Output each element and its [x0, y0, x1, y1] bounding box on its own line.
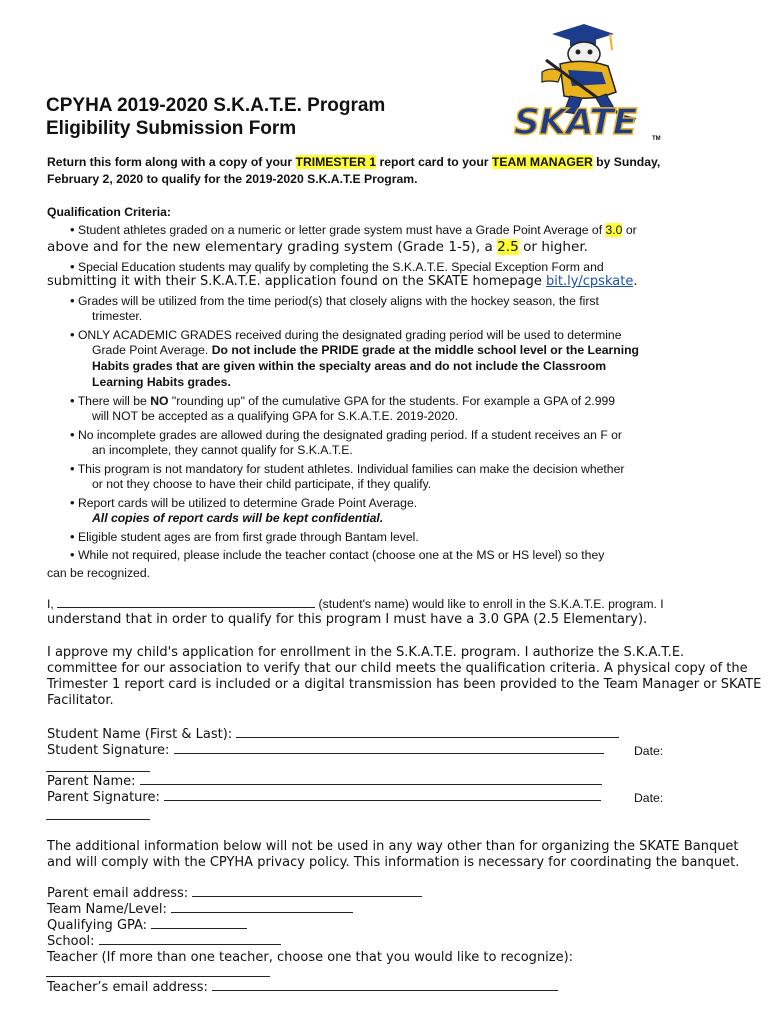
criterion-not-mandatory: • This program is not mandatory for student athletes. Individual families can make the decision whether [70, 461, 625, 476]
criterion-text: This program is not mandatory for student athletes. Individual families can make the decision whether [77, 462, 625, 476]
date-label-2: Date: [634, 791, 664, 805]
highlight-trimester: TRIMESTER 1 [295, 155, 377, 169]
enroll-line2: understand that in order to qualify for this program I must have a 3.0 GPA (2.5 Elementary). [47, 612, 648, 627]
team-label: Team Name/Level: [47, 902, 167, 917]
criterion-academic-line4: Learning Habits grades. [92, 375, 231, 389]
criterion-text: above and for the new elementary grading system (Grade 1-5), a [47, 239, 498, 255]
parent-email-field[interactable] [192, 895, 422, 897]
intro-line2: February 2, 2020 to qualify for the 2019-2020 S.K.A.T.E Program. [47, 172, 418, 186]
criterion-gpa: • Student athletes graded on a numeric or letter grade system must have a Grade Point Average of 3.0 or [70, 222, 637, 237]
teacher-row: Teacher (If more than one teacher, choose one that you would like to recognize): [47, 950, 574, 965]
criterion-academic-line2 [92, 343, 639, 357]
criterion-incomplete: • No incomplete grades are allowed during the designated grading period. If a student receives an F or [70, 427, 622, 442]
student-name-blank[interactable] [57, 606, 315, 608]
criterion-bold-text: NO [150, 394, 169, 408]
intro-line1 [47, 155, 660, 169]
teacher-email-field[interactable] [212, 989, 558, 991]
criterion-rounding-line2: will NOT be accepted as a qualifying GPA for S.K.A.T.E. 2019-2020. [92, 409, 459, 423]
logo-wordmark: SKATE [514, 102, 637, 143]
criterion-report-cards: • Report cards will be utilized to determine Grade Point Average. [70, 495, 418, 510]
date-label-1: Date: [634, 744, 664, 758]
criterion-text: or [622, 223, 637, 237]
parent-name-label: Parent Name: [47, 774, 136, 789]
approve-line3: Trimester 1 report card is included or a digital transmission has been provided to the Team Manager or SKATE [47, 677, 762, 692]
gpa-label: Qualifying GPA: [47, 918, 148, 933]
student-signature-field[interactable] [174, 752, 604, 754]
gpa-field[interactable] [151, 927, 247, 929]
highlight-gpa-3: 3.0 [605, 223, 623, 237]
criterion-text: Student athletes graded on a numeric or letter grade system must have a Grade Point Average of [77, 223, 606, 237]
parent-email-label: Parent email address: [47, 886, 189, 901]
logo-trademark: TM [652, 136, 661, 142]
criterion-text: There will be [77, 394, 151, 408]
enroll-text: (student's name) would like to enroll in the S.K.A.T.E. program. I [315, 597, 664, 611]
skate-logo [512, 20, 662, 145]
approve-line1: I approve my child's application for enrollment in the S.K.A.T.E. program. I authorize the S.K.A.T.E. [47, 645, 685, 660]
criterion-rounding: • There will be NO "rounding up" of the cumulative GPA for the students. For example a GPA of 2.999 [70, 393, 616, 408]
form-title-line2: Eligibility Submission Form [46, 118, 297, 139]
intro-text: report card to your [376, 155, 492, 169]
criterion-text: Grades will be utilized from the time period(s) that closely aligns with the hockey season, the first [77, 294, 599, 308]
form-title-line1: CPYHA 2019-2020 S.K.A.T.E. Program [46, 95, 386, 116]
student-signature-row [47, 743, 604, 758]
additional-line1: The additional information below will not be used in any way other than for organizing the SKATE Banquet [47, 839, 739, 854]
criterion-text: Report cards will be utilized to determine Grade Point Average. [77, 496, 418, 510]
criterion-gpa-line2 [47, 239, 588, 255]
student-name-label: Student Name (First & Last): [47, 727, 233, 742]
approve-line2: committee for our association to verify that our child meets the qualification criteria. A physical copy of the [47, 661, 748, 676]
highlight-gpa-2-5: 2.5 [497, 239, 519, 255]
criterion-text: Grade Point Average. [92, 343, 212, 357]
parent-name-field[interactable] [140, 783, 602, 785]
school-field[interactable] [99, 943, 281, 945]
student-signature-label: Student Signature: [47, 743, 170, 758]
school-row [47, 934, 281, 949]
criterion-text: While not required, please include the teacher contact (choose one at the MS or HS level) so they [77, 548, 605, 562]
criterion-ages: • Eligible student ages are from first grade through Bantam level. [70, 529, 419, 544]
date-field-2[interactable] [46, 819, 150, 820]
team-field[interactable] [171, 911, 353, 913]
criterion-text: ONLY ACADEMIC GRADES received during the designated grading period will be used to determine [77, 328, 622, 342]
school-label: School: [47, 934, 95, 949]
parent-signature-row [47, 790, 601, 805]
criterion-incomplete-line2: an incomplete, they cannot qualify for S.K.A.T.E. [92, 443, 353, 457]
student-name-field[interactable] [236, 736, 619, 738]
criterion-confidential: All copies of report cards will be kept confidential. [92, 511, 384, 525]
criterion-text: . [633, 274, 638, 289]
criterion-text: "rounding up" of the cumulative GPA for the students. For example a GPA of 2.999 [168, 394, 616, 408]
criterion-not-mandatory-line2: or not they choose to have their child participate, if they qualify. [92, 477, 432, 491]
teacher-email-row [47, 980, 558, 995]
teacher-field[interactable] [46, 976, 270, 977]
parent-signature-label: Parent Signature: [47, 790, 160, 805]
parent-signature-field[interactable] [164, 799, 601, 801]
criterion-text: Special Education students may qualify by completing the S.K.A.T.E. Special Exception Form and [77, 260, 604, 274]
student-name-row [47, 727, 619, 742]
criterion-text: No incomplete grades are allowed during the designated grading period. If a student receives an F or [77, 428, 622, 442]
enroll-text: I, [47, 597, 58, 611]
criterion-text: or higher. [518, 239, 588, 255]
criterion-text: submitting it with their S.K.A.T.E. application found on the SKATE homepage [47, 274, 546, 289]
criterion-teacher-contact: • While not required, please include the teacher contact (choose one at the MS or HS level) so they [70, 547, 605, 562]
approve-line4: Facilitator. [47, 693, 114, 708]
team-row [47, 902, 353, 917]
enroll-line1 [47, 597, 664, 611]
criterion-special-ed-line2 [47, 274, 637, 289]
criterion-academic: • ONLY ACADEMIC GRADES received during the designated grading period will be used to determine [70, 327, 622, 342]
parent-email-row [47, 886, 422, 901]
intro-text: Return this form along with a copy of your [47, 155, 296, 169]
parent-name-row [47, 774, 602, 789]
criterion-time-period: • Grades will be utilized from the time period(s) that closely aligns with the hockey season, the first [70, 293, 599, 308]
criterion-special-ed: • Special Education students may qualify by completing the S.K.A.T.E. Special Exception Form and [70, 259, 604, 274]
criterion-academic-line3: Habits grades that are given within the specialty areas and do not include the Classroom [92, 359, 607, 373]
criterion-teacher-contact-line2: can be recognized. [47, 566, 150, 580]
criterion-text: Eligible student ages are from first grade through Bantam level. [77, 530, 419, 544]
gpa-row [47, 918, 247, 933]
skate-homepage-link[interactable]: bit.ly/cpskate [546, 274, 634, 289]
criterion-time-period-line2: trimester. [92, 309, 143, 323]
criterion-bold-text: Do not include the PRIDE grade at the middle school level or the Learning [211, 343, 640, 357]
highlight-team-manager: TEAM MANAGER [491, 155, 593, 169]
intro-text: by Sunday, [592, 155, 661, 169]
teacher-email-label: Teacher’s email address: [47, 980, 208, 995]
additional-line2: and will comply with the CPYHA privacy policy. This information is necessary for coordinating the banquet. [47, 855, 740, 870]
date-field-1[interactable] [46, 771, 150, 772]
criteria-heading: Qualification Criteria: [47, 205, 171, 219]
